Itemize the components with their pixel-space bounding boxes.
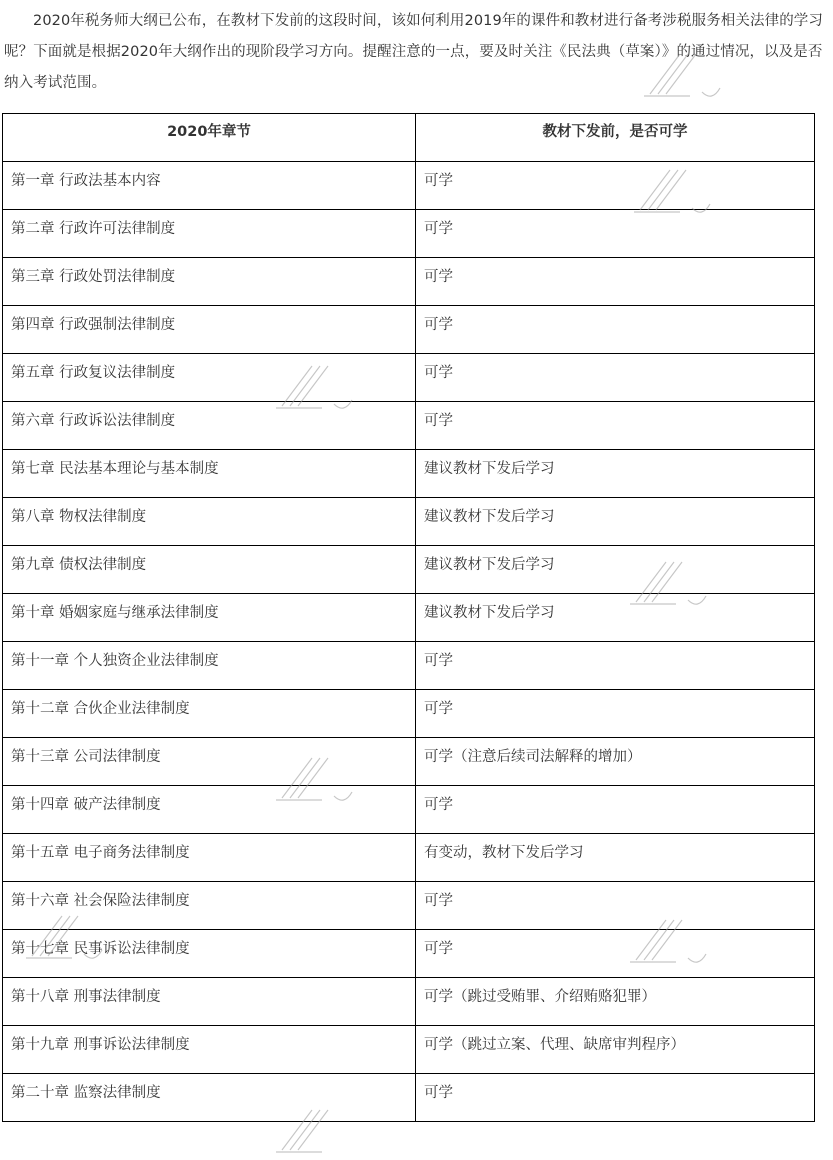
study-status-cell: 建议教材下发后学习 — [416, 546, 815, 594]
study-plan-table — [2, 113, 815, 1122]
study-status-cell: 可学 — [416, 642, 815, 690]
table-row — [3, 450, 815, 498]
chapter-cell: 第二十章 监察法律制度 — [3, 1074, 416, 1122]
study-status-cell: 可学 — [416, 402, 815, 450]
chapter-cell: 第一章 行政法基本内容 — [3, 162, 416, 210]
study-status-cell: 建议教材下发后学习 — [416, 450, 815, 498]
intro-paragraph: 2020年税务师大纲已公布，在教材下发前的这段时间，该如何利用2019年的课件和教材进行备考涉税服务相关法律的学习呢？下面就是根据2020年大纲作出的现阶段学习方向。提醒注意的一点，要及时关注《民法典（草案）》的通过情况，以及是否纳入考试范围。 — [4, 13, 823, 91]
study-status-cell: 可学 — [416, 258, 815, 306]
chapter-cell: 第十二章 合伙企业法律制度 — [3, 690, 416, 738]
study-status-cell: 可学（注意后续司法解释的增加） — [416, 738, 815, 786]
table-row — [3, 498, 815, 546]
study-status-cell: 可学（跳过立案、代理、缺席审判程序） — [416, 1026, 815, 1074]
table-row — [3, 930, 815, 978]
table-row — [3, 594, 815, 642]
chapter-cell: 第三章 行政处罚法律制度 — [3, 258, 416, 306]
study-status-cell: 可学 — [416, 210, 815, 258]
table-row — [3, 354, 815, 402]
chapter-cell: 第六章 行政诉讼法律制度 — [3, 402, 416, 450]
study-status-cell: 建议教材下发后学习 — [416, 498, 815, 546]
study-status-cell: 可学 — [416, 306, 815, 354]
chapter-cell: 第十四章 破产法律制度 — [3, 786, 416, 834]
chapter-cell: 第十八章 刑事法律制度 — [3, 978, 416, 1026]
study-status-cell: 可学 — [416, 882, 815, 930]
header-chapter: 2020年章节 — [3, 114, 416, 162]
table-row — [3, 738, 815, 786]
study-status-cell: 可学 — [416, 930, 815, 978]
chapter-cell: 第十六章 社会保险法律制度 — [3, 882, 416, 930]
table-row — [3, 546, 815, 594]
chapter-cell: 第二章 行政许可法律制度 — [3, 210, 416, 258]
table-row — [3, 1074, 815, 1122]
chapter-cell: 第十七章 民事诉讼法律制度 — [3, 930, 416, 978]
chapter-cell: 第十三章 公司法律制度 — [3, 738, 416, 786]
table-row — [3, 1026, 815, 1074]
header-study-status: 教材下发前，是否可学 — [416, 114, 815, 162]
table-row — [3, 162, 815, 210]
table-row — [3, 786, 815, 834]
table-row — [3, 402, 815, 450]
study-status-cell: 可学（跳过受贿罪、介绍贿赂犯罪） — [416, 978, 815, 1026]
chapter-cell: 第十五章 电子商务法律制度 — [3, 834, 416, 882]
chapter-cell: 第七章 民法基本理论与基本制度 — [3, 450, 416, 498]
table-row — [3, 306, 815, 354]
study-status-cell: 可学 — [416, 786, 815, 834]
chapter-cell: 第十一章 个人独资企业法律制度 — [3, 642, 416, 690]
table-row — [3, 258, 815, 306]
table-row — [3, 642, 815, 690]
study-status-cell: 建议教材下发后学习 — [416, 594, 815, 642]
table-row — [3, 210, 815, 258]
table-header-row — [3, 114, 815, 162]
study-status-cell: 可学 — [416, 162, 815, 210]
study-status-cell: 可学 — [416, 1074, 815, 1122]
chapter-cell: 第四章 行政强制法律制度 — [3, 306, 416, 354]
study-status-cell: 可学 — [416, 690, 815, 738]
chapter-cell: 第十章 婚姻家庭与继承法律制度 — [3, 594, 416, 642]
chapter-cell: 第八章 物权法律制度 — [3, 498, 416, 546]
study-status-cell: 有变动，教材下发后学习 — [416, 834, 815, 882]
table-row — [3, 690, 815, 738]
table-row — [3, 882, 815, 930]
table-row — [3, 834, 815, 882]
chapter-cell: 第十九章 刑事诉讼法律制度 — [3, 1026, 416, 1074]
study-status-cell: 可学 — [416, 354, 815, 402]
chapter-cell: 第五章 行政复议法律制度 — [3, 354, 416, 402]
table-row — [3, 978, 815, 1026]
chapter-cell: 第九章 债权法律制度 — [3, 546, 416, 594]
